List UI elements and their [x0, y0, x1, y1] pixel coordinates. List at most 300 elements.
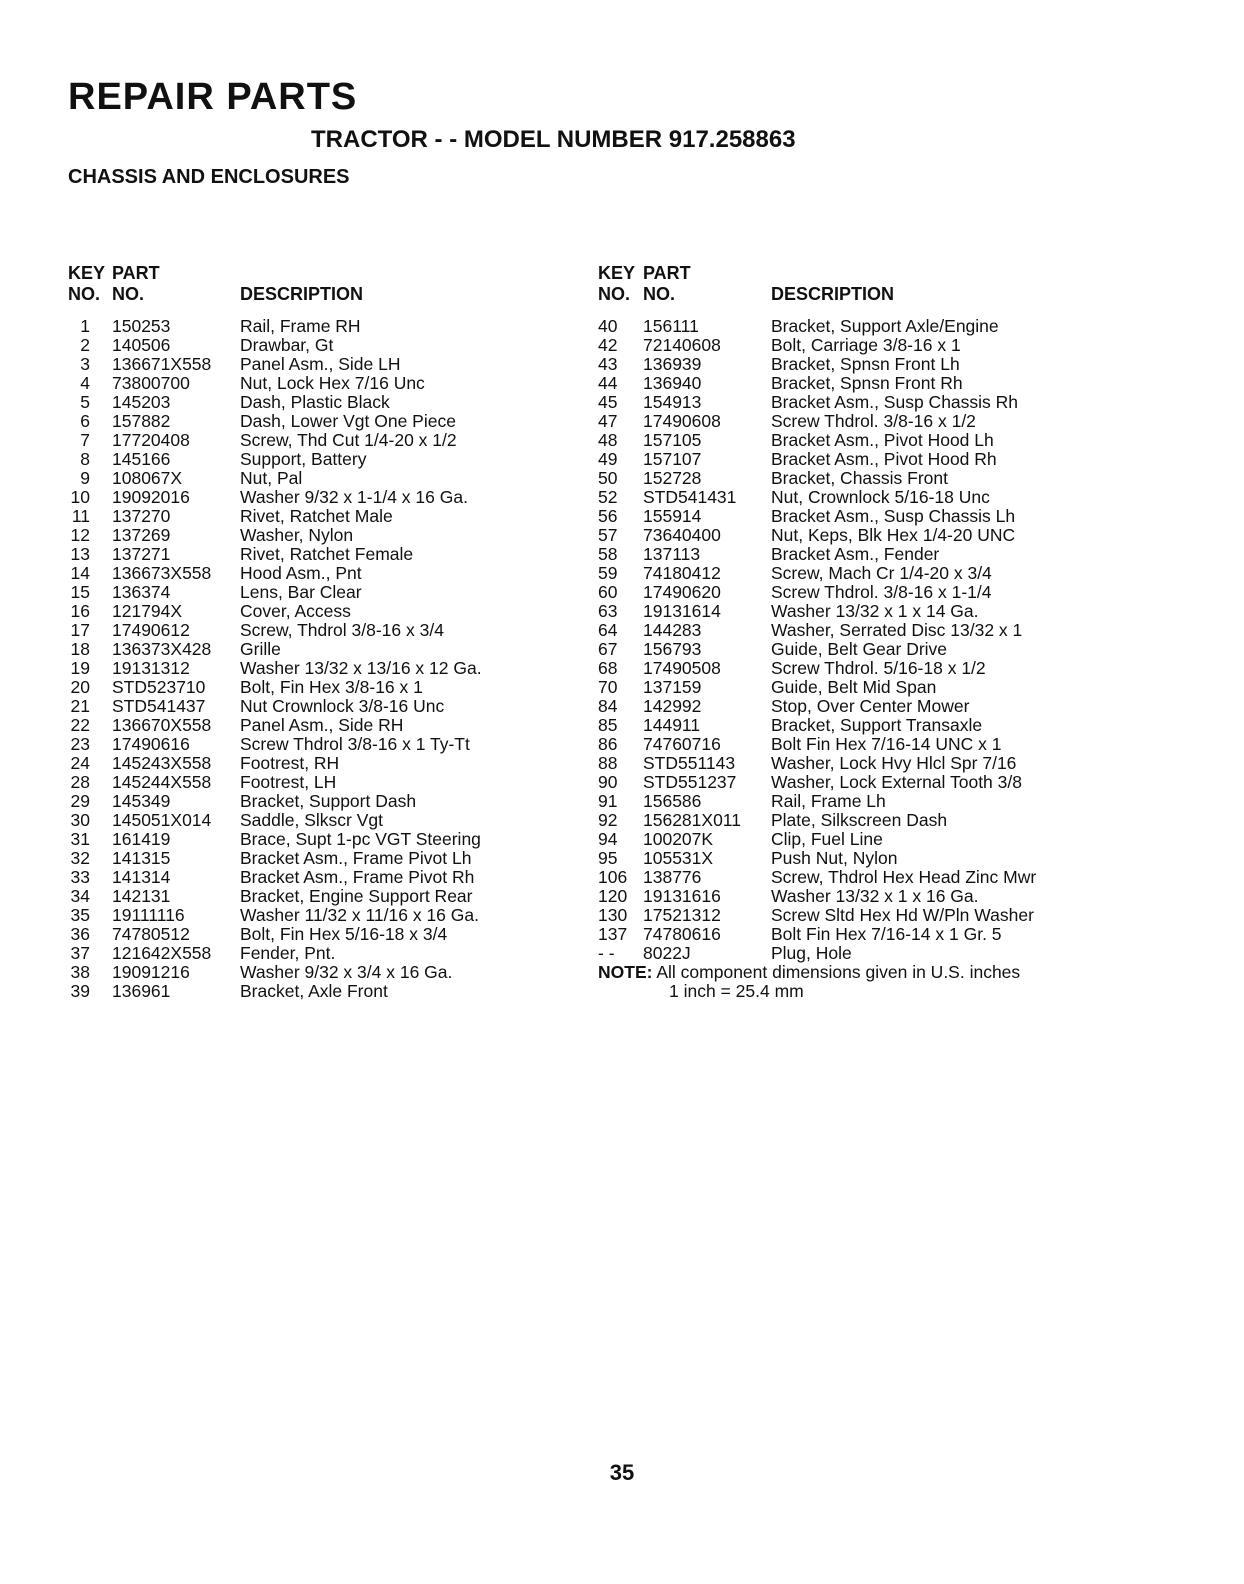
key-number: 24 [70, 753, 90, 773]
part-number: 144911 [643, 715, 701, 735]
part-description: Bracket, Spnsn Front Lh [771, 354, 960, 374]
key-number: 33 [70, 867, 90, 887]
part-number: 144283 [643, 620, 702, 640]
key-header-bottom: NO. [598, 284, 631, 304]
parts-row [68, 336, 538, 355]
part-number: STD541437 [112, 696, 206, 716]
key-number: 36 [70, 924, 90, 944]
key-number: 120 [598, 886, 628, 906]
part-description: Nut, Keps, Blk Hex 1/4-20 UNC [771, 525, 1016, 545]
part-description: Plug, Hole [771, 943, 852, 963]
key-number: 10 [70, 487, 90, 507]
key-number: 34 [70, 886, 90, 906]
part-number: 141315 [112, 848, 171, 868]
parts-row [68, 583, 538, 602]
part-description: Lens, Bar Clear [240, 582, 362, 602]
header-row-top [598, 263, 1158, 284]
part-description: Screw Thdrol. 5/16-18 x 1/2 [771, 658, 986, 678]
key-number: 63 [598, 601, 618, 621]
parts-table-left [68, 263, 538, 1001]
parts-table-right [598, 263, 1158, 963]
key-number: 56 [598, 506, 618, 526]
key-number: 106 [598, 867, 628, 887]
part-number: 140506 [112, 335, 171, 355]
key-number: 86 [598, 734, 618, 754]
parts-row [68, 602, 538, 621]
key-number: 20 [70, 677, 90, 697]
part-description: Saddle, Slkscr Vgt [240, 810, 383, 830]
part-description: Bracket, Chassis Front [771, 468, 948, 488]
part-number: 19131614 [643, 601, 721, 621]
parts-row [598, 336, 1158, 355]
key-number: 44 [598, 373, 618, 393]
key-number: 38 [70, 962, 90, 982]
part-description: Stop, Over Center Mower [771, 696, 970, 716]
parts-row [598, 469, 1158, 488]
key-number: 58 [598, 544, 618, 564]
description-header: DESCRIPTION [240, 284, 364, 304]
key-number: 42 [598, 335, 618, 355]
note-line-2: 1 inch = 25.4 mm [669, 981, 804, 1001]
key-number: 95 [598, 848, 618, 868]
description-header: DESCRIPTION [771, 284, 895, 304]
part-number: 136671X558 [112, 354, 212, 374]
part-description: Hood Asm., Pnt [240, 563, 362, 583]
part-number: 17490616 [112, 734, 190, 754]
part-description: Grille [240, 639, 281, 659]
parts-row [598, 659, 1158, 678]
part-number: 17490612 [112, 620, 190, 640]
part-number: 19131616 [643, 886, 721, 906]
part-description: Brace, Supt 1-pc VGT Steering [240, 829, 481, 849]
part-description: Bracket Asm., Pivot Hood Lh [771, 430, 994, 450]
part-number: 73800700 [112, 373, 190, 393]
part-number: 136374 [112, 582, 171, 602]
part-number: 150253 [112, 316, 171, 336]
key-number: 68 [598, 658, 618, 678]
parts-row [68, 849, 538, 868]
part-description: Guide, Belt Mid Span [771, 677, 937, 697]
part-number: 100207K [643, 829, 714, 849]
part-description: Dash, Lower Vgt One Piece [240, 411, 456, 431]
key-number: 52 [598, 487, 618, 507]
key-number: 30 [70, 810, 90, 830]
parts-row [598, 754, 1158, 773]
parts-row [68, 811, 538, 830]
part-number: 156793 [643, 639, 702, 659]
part-number: 137271 [112, 544, 171, 564]
key-number: 43 [598, 354, 618, 374]
part-number: 136940 [643, 373, 702, 393]
part-number: 19091216 [112, 962, 190, 982]
part-number: 121642X558 [112, 943, 212, 963]
parts-row [68, 906, 538, 925]
part-description: Panel Asm., Side RH [240, 715, 404, 735]
parts-row [68, 374, 538, 393]
key-number: 92 [598, 810, 618, 830]
part-number: 156111 [643, 316, 699, 336]
key-number: 14 [70, 563, 90, 583]
key-number: 4 [80, 373, 90, 393]
part-description: Bolt Fin Hex 7/16-14 UNC x 1 [771, 734, 1002, 754]
parts-row [68, 716, 538, 735]
parts-row [68, 469, 538, 488]
part-number: 19092016 [112, 487, 190, 507]
part-number: 142992 [643, 696, 702, 716]
part-number: 8022J [643, 943, 691, 963]
key-number: 85 [598, 715, 618, 735]
part-description: Bracket, Support Dash [240, 791, 417, 811]
model-number-title: TRACTOR - - MODEL NUMBER 917.258863 [311, 126, 796, 153]
key-number: 57 [598, 525, 618, 545]
key-number: 8 [80, 449, 90, 469]
part-number: 17490620 [643, 582, 721, 602]
key-number: 37 [70, 943, 90, 963]
parts-list-right [598, 317, 1158, 963]
parts-row [68, 887, 538, 906]
parts-row [68, 754, 538, 773]
header-row-top [68, 263, 538, 284]
part-number: 154913 [643, 392, 702, 412]
part-description: Bracket, Support Axle/Engine [771, 316, 999, 336]
part-number: 72140608 [643, 335, 721, 355]
description-header-spacer [240, 263, 538, 284]
part-number: 157882 [112, 411, 171, 431]
part-number: 74760716 [643, 734, 721, 754]
part-number: 74780512 [112, 924, 190, 944]
key-number: 13 [70, 544, 90, 564]
part-description: Dash, Plastic Black [240, 392, 390, 412]
parts-row [68, 640, 538, 659]
part-number: 145166 [112, 449, 171, 469]
key-number: 39 [70, 981, 90, 1001]
key-header-top: KEY [68, 263, 106, 283]
part-number: 137269 [112, 525, 171, 545]
key-number: 6 [80, 411, 90, 431]
part-header-top: PART [643, 263, 691, 283]
page-number: 35 [609, 1460, 635, 1485]
parts-row [68, 697, 538, 716]
part-number: 161419 [112, 829, 171, 849]
parts-row [68, 678, 538, 697]
key-number: 5 [80, 392, 90, 412]
part-number: 155914 [643, 506, 702, 526]
part-description: Push Nut, Nylon [771, 848, 898, 868]
key-number: 2 [80, 335, 90, 355]
parts-row [598, 868, 1158, 887]
parts-row [598, 640, 1158, 659]
part-description: Washer 13/32 x 1 x 16 Ga. [771, 886, 979, 906]
parts-row [68, 526, 538, 545]
parts-row [598, 678, 1158, 697]
key-number: 1 [80, 316, 90, 336]
part-description: Bracket Asm., Frame Pivot Rh [240, 867, 475, 887]
part-description: Washer, Nylon [240, 525, 354, 545]
key-number: 18 [70, 639, 90, 659]
key-number: 21 [70, 696, 90, 716]
part-description: Screw, Thdrol Hex Head Zinc Mwr [771, 867, 1037, 887]
parts-row [68, 773, 538, 792]
part-number: 156281X011 [643, 810, 741, 830]
part-description: Screw Sltd Hex Hd W/Pln Washer [771, 905, 1034, 925]
part-number: 17490608 [643, 411, 721, 431]
header-row-bottom [68, 284, 538, 317]
parts-row [68, 868, 538, 887]
part-description: Nut Crownlock 3/8-16 Unc [240, 696, 445, 716]
key-number: 45 [598, 392, 618, 412]
note-text: All component dimensions given in U.S. inches [656, 962, 1021, 982]
part-number: 138776 [643, 867, 702, 887]
parts-row [68, 488, 538, 507]
key-number: 28 [70, 772, 90, 792]
parts-row [68, 982, 538, 1001]
part-description: Washer 9/32 x 3/4 x 16 Ga. [240, 962, 453, 982]
parts-row [68, 317, 538, 336]
key-number: 29 [70, 791, 90, 811]
key-number: 47 [598, 411, 618, 431]
part-number: 136373X428 [112, 639, 212, 659]
parts-row [598, 735, 1158, 754]
parts-row [598, 621, 1158, 640]
parts-row [598, 792, 1158, 811]
parts-row [598, 431, 1158, 450]
part-description: Nut, Pal [240, 468, 303, 488]
part-description: Bracket, Spnsn Front Rh [771, 373, 963, 393]
parts-row [598, 716, 1158, 735]
parts-row [68, 621, 538, 640]
key-number: 67 [598, 639, 618, 659]
part-description: Bracket Asm., Pivot Hood Rh [771, 449, 997, 469]
part-header-bottom: NO. [112, 284, 145, 304]
part-number: 105531X [643, 848, 714, 868]
part-number: 137270 [112, 506, 171, 526]
key-number: 84 [598, 696, 618, 716]
part-number: 152728 [643, 468, 702, 488]
part-description: Drawbar, Gt [240, 335, 334, 355]
part-number: 73640400 [643, 525, 721, 545]
parts-row [598, 393, 1158, 412]
parts-row [598, 602, 1158, 621]
part-description: Support, Battery [240, 449, 367, 469]
key-number: 91 [598, 791, 618, 811]
part-description: Washer, Lock Hvy Hlcl Spr 7/16 [771, 753, 1017, 773]
parts-row [598, 849, 1158, 868]
part-number: 157105 [643, 430, 702, 450]
part-description: Screw, Mach Cr 1/4-20 x 3/4 [771, 563, 992, 583]
key-number: 22 [70, 715, 90, 735]
part-number: 145203 [112, 392, 171, 412]
part-header-top: PART [112, 263, 160, 283]
parts-row [68, 963, 538, 982]
part-description: Footrest, RH [240, 753, 340, 773]
key-number: 64 [598, 620, 618, 640]
key-number: 23 [70, 734, 90, 754]
part-number: 157107 [643, 449, 702, 469]
part-description: Nut, Crownlock 5/16-18 Unc [771, 487, 990, 507]
part-description: Footrest, LH [240, 772, 337, 792]
key-number: 32 [70, 848, 90, 868]
part-description: Bracket, Support Transaxle [771, 715, 983, 735]
part-number: 145349 [112, 791, 171, 811]
parts-row [598, 545, 1158, 564]
key-header-bottom: NO. [68, 284, 101, 304]
page-title: REPAIR PARTS [68, 76, 358, 118]
parts-row [598, 526, 1158, 545]
part-number: 17720408 [112, 430, 190, 450]
parts-row [68, 355, 538, 374]
key-number: 12 [70, 525, 90, 545]
key-number: 130 [598, 905, 628, 925]
part-number: 108067X [112, 468, 183, 488]
note-label: NOTE: [598, 962, 653, 982]
part-description: Screw Thdrol. 3/8-16 x 1/2 [771, 411, 976, 431]
parts-row [68, 925, 538, 944]
parts-row [68, 545, 538, 564]
part-description: Nut, Lock Hex 7/16 Unc [240, 373, 425, 393]
parts-row [598, 925, 1158, 944]
part-number: 136670X558 [112, 715, 212, 735]
part-description: Washer, Serrated Disc 13/32 x 1 [771, 620, 1023, 640]
parts-row [598, 564, 1158, 583]
parts-row [68, 830, 538, 849]
parts-row [598, 412, 1158, 431]
part-description: Screw Thdrol 3/8-16 x 1 Ty-Tt [240, 734, 470, 754]
part-number: 17521312 [643, 905, 721, 925]
parts-row [598, 887, 1158, 906]
key-number: 70 [598, 677, 618, 697]
part-number: 145244X558 [112, 772, 212, 792]
section-title: CHASSIS AND ENCLOSURES [68, 166, 350, 188]
parts-row [598, 811, 1158, 830]
key-number: 17 [70, 620, 90, 640]
part-description: Screw, Thdrol 3/8-16 x 3/4 [240, 620, 444, 640]
part-number: 145243X558 [112, 753, 212, 773]
part-description: Washer 9/32 x 1-1/4 x 16 Ga. [240, 487, 468, 507]
part-number: 74180412 [643, 563, 721, 583]
key-number: 9 [80, 468, 90, 488]
part-description: Clip, Fuel Line [771, 829, 883, 849]
parts-row [598, 450, 1158, 469]
part-description: Bracket, Engine Support Rear [240, 886, 473, 906]
part-description: Washer 11/32 x 11/16 x 16 Ga. [240, 905, 479, 925]
part-description: Washer 13/32 x 1 x 14 Ga. [771, 601, 979, 621]
part-description: Panel Asm., Side LH [240, 354, 401, 374]
part-description: Bracket Asm., Frame Pivot Lh [240, 848, 472, 868]
part-description: Bolt, Carriage 3/8-16 x 1 [771, 335, 961, 355]
part-number: 141314 [112, 867, 171, 887]
part-description: Washer 13/32 x 13/16 x 12 Ga. [240, 658, 482, 678]
part-description: Bracket Asm., Susp Chassis Rh [771, 392, 1019, 412]
parts-row [68, 431, 538, 450]
parts-row [68, 944, 538, 963]
part-description: Screw Thdrol. 3/8-16 x 1-1/4 [771, 582, 992, 602]
parts-row [598, 507, 1158, 526]
part-number: 136939 [643, 354, 702, 374]
part-description: Bolt, Fin Hex 5/16-18 x 3/4 [240, 924, 448, 944]
part-description: Guide, Belt Gear Drive [771, 639, 948, 659]
parts-row [598, 830, 1158, 849]
key-number: 15 [70, 582, 90, 602]
part-header-bottom: NO. [643, 284, 676, 304]
part-number: 136673X558 [112, 563, 212, 583]
part-number: STD541431 [643, 487, 737, 507]
part-description: Bracket Asm., Susp Chassis Lh [771, 506, 1016, 526]
key-number: 59 [598, 563, 618, 583]
part-description: Fender, Pnt. [240, 943, 336, 963]
parts-row [598, 488, 1158, 507]
part-number: 137159 [643, 677, 702, 697]
key-number: 35 [70, 905, 90, 925]
key-header-top: KEY [598, 263, 636, 283]
part-description: Screw, Thd Cut 1/4-20 x 1/2 [240, 430, 457, 450]
note-line-1 [598, 963, 1020, 982]
part-number: 145051X014 [112, 810, 212, 830]
parts-row [68, 659, 538, 678]
part-description: Bracket, Axle Front [240, 981, 388, 1001]
part-number: STD551143 [643, 753, 736, 773]
part-description: Rivet, Ratchet Male [240, 506, 393, 526]
key-number: 50 [598, 468, 618, 488]
key-number: 3 [80, 354, 90, 374]
part-description: Plate, Silkscreen Dash [771, 810, 948, 830]
parts-row [598, 906, 1158, 925]
key-number: 11 [71, 506, 90, 526]
part-description: Bolt, Fin Hex 3/8-16 x 1 [240, 677, 423, 697]
part-number: 17490508 [643, 658, 721, 678]
key-number: 16 [70, 601, 90, 621]
part-number: 137113 [643, 544, 701, 564]
key-number: - - [598, 943, 615, 963]
parts-row [598, 773, 1158, 792]
key-number: 49 [598, 449, 618, 469]
parts-row [598, 374, 1158, 393]
key-number: 48 [598, 430, 618, 450]
parts-list-left [68, 317, 538, 1001]
key-number: 60 [598, 582, 618, 602]
key-number: 88 [598, 753, 618, 773]
part-number: 156586 [643, 791, 702, 811]
header-row-bottom [598, 284, 1158, 317]
part-number: 142131 [112, 886, 171, 906]
key-number: 90 [598, 772, 618, 792]
part-description: Rail, Frame RH [240, 316, 361, 336]
part-description: Washer, Lock External Tooth 3/8 [771, 772, 1022, 792]
key-number: 19 [70, 658, 90, 678]
parts-row [68, 412, 538, 431]
part-number: 121794X [112, 601, 183, 621]
description-header-spacer [771, 263, 1158, 284]
parts-row [598, 317, 1158, 336]
part-description: Bracket Asm., Fender [771, 544, 940, 564]
part-number: 19111116 [112, 905, 185, 925]
parts-row [68, 393, 538, 412]
parts-row [68, 564, 538, 583]
key-number: 137 [598, 924, 628, 944]
part-number: 74780616 [643, 924, 721, 944]
parts-row [68, 507, 538, 526]
part-description: Rail, Frame Lh [771, 791, 886, 811]
parts-row [598, 583, 1158, 602]
dimensions-note [598, 963, 1020, 1001]
part-number: STD523710 [112, 677, 206, 697]
key-number: 31 [70, 829, 90, 849]
part-description: Cover, Access [240, 601, 351, 621]
part-number: 136961 [112, 981, 171, 1001]
parts-row [598, 355, 1158, 374]
part-number: STD551237 [643, 772, 737, 792]
parts-row [598, 944, 1158, 963]
key-number: 7 [80, 430, 90, 450]
